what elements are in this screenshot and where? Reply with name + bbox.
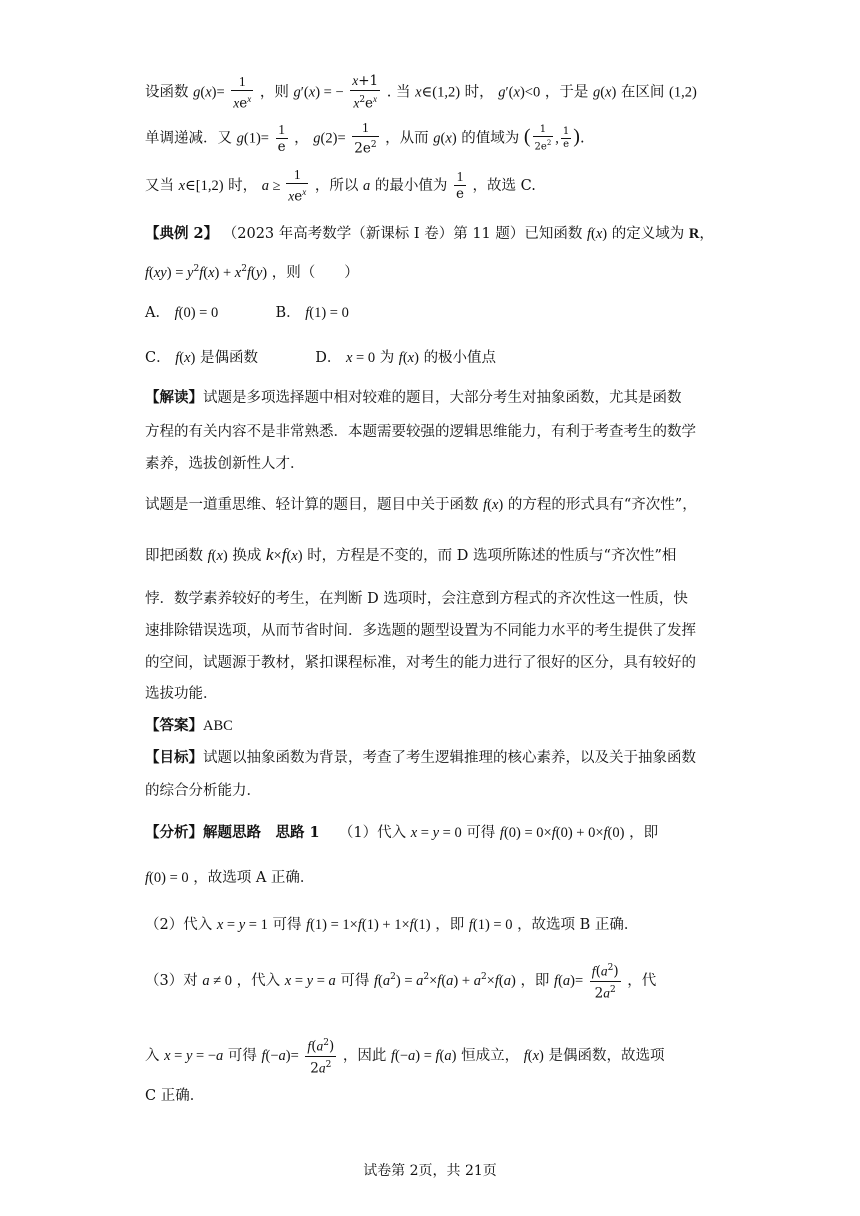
- text: （3）对: [145, 973, 198, 989]
- analysis-line-1: 【分析】解题思路 思路 1 （1）代入 x = y = 0 可得 f(0) = 0×f(0) + 0×f(0) ，即: [145, 824, 659, 841]
- text: 时，方程是不变的，而 D 选项所陈述的性质与“齐次性”相: [307, 548, 677, 564]
- analysis-line-2: f(0) = 0 ，故选项 A 正确．: [145, 870, 315, 886]
- example-tag: 【典例 2】: [145, 225, 219, 242]
- answer-value: ABC: [203, 718, 233, 734]
- text: 的综合分析能力．: [145, 783, 261, 799]
- text: 试题是一道重思维、轻计算的题目，题目中关于函数: [145, 497, 479, 513]
- text: 又当: [145, 177, 174, 194]
- text: . 当: [386, 84, 411, 101]
- answer-line: [145, 715, 718, 737]
- text: 是偶函数: [199, 350, 258, 366]
- line-1: 设函数 g(x)= $\frac{1}{xe^x}$ ，则 g′(x) = − $\frac{x+1}{x^2e^x}$ . 当 x∈(1,2) 时， g′(x)<0 ，于是 g(x) 在区间 (1,2): [145, 73, 697, 112]
- fraction: $\frac{x+1}{x^2e^x}$: [352, 73, 379, 112]
- fraction: $\frac{1}{xe^x}$: [288, 167, 307, 205]
- text: 方程的有关内容不是非常熟悉．本题需要较强的逻辑思维能力，有利于考查考生的数学: [145, 424, 696, 440]
- goal-line-1: [145, 747, 718, 769]
- text: ，即: [629, 825, 659, 841]
- text: 单调递减．又: [145, 130, 232, 147]
- analysis-line-4: （3）对 a ≠ 0 ，代入 x = y = a 可得 $f(a^2) = a^2\times f(a) + a^2\times f(a)$ ，即 f(a)= $\frac{f(a^2)}{2a^2}$ ，代: [145, 960, 718, 1002]
- text: 为: [379, 350, 395, 366]
- fraction: $\frac{1}{e}$: [277, 121, 286, 155]
- text: 素养，选拔创新性人才．: [145, 456, 305, 472]
- text: 入: [145, 1048, 160, 1064]
- options-cd: C． f(x) 是偶函数 D． x = 0 为 f(x) 的极小值点: [145, 350, 497, 366]
- option-c-label: C．: [145, 350, 171, 366]
- text: ，故选 C.: [472, 177, 536, 194]
- text: 恒成立，: [461, 1048, 520, 1064]
- paragraph-line-1: 试题是一道重思维、轻计算的题目，题目中关于函数 f(x) 的方程的形式具有“齐次性”，: [145, 497, 697, 513]
- page-footer: 试卷第 2页，共 21页: [363, 1163, 497, 1179]
- text: ，代: [627, 973, 657, 989]
- option-b-label: B．: [275, 305, 301, 321]
- paragraph-line-6: [145, 683, 718, 705]
- fraction: $\frac{f(a^2)}{2a^2}$: [590, 960, 621, 1002]
- text: （2）代入: [145, 917, 213, 933]
- analysis-line-6: [145, 1085, 718, 1107]
- text: ，代入: [236, 973, 281, 989]
- analysis-line-3: （2）代入 x = y = 1 可得 f(1) = 1×f(1) + 1×f(1) ，即 f(1) = 0 ，故选项 B 正确．: [145, 917, 639, 933]
- interpretation-line-3: [145, 453, 718, 475]
- fraction: $\frac{1}{xe^x}$: [233, 73, 252, 111]
- line-2: 单调递减．又 g(1)= $\frac{1}{e}$ ， g(2)= $\frac{1}{2e^2}$ ，从而 g(x) 的值域为 ( $\frac{1}{2e^2}$ , $\frac{1}{e}$ ).: [145, 120, 585, 157]
- text: 的定义域为: [611, 226, 685, 242]
- analysis-heading: 解题思路 思路 1: [203, 824, 320, 841]
- fraction: $\frac{f(a^2)}{2a^2}$: [305, 1035, 336, 1077]
- paragraph-line-3: [145, 588, 718, 610]
- text: （2023 年高考数学（新课标 I 卷）第 11 题）已知函数: [222, 226, 583, 242]
- text: 可得: [272, 917, 302, 933]
- fraction: $\frac{1}{e}$: [455, 169, 464, 203]
- answer-tag: 【答案】: [145, 717, 203, 734]
- line-3: 又当 x∈[1,2) 时， a ≥ $\frac{1}{xe^x}$ ，所以 a 的最小值为 $\frac{1}{e}$ ，故选 C.: [145, 167, 536, 205]
- text: 在区间: [620, 84, 665, 101]
- text: ，即: [435, 917, 465, 933]
- interpretation-line-1: [145, 387, 718, 409]
- interpretation-tag: 【解读】: [145, 389, 203, 406]
- text: ，则（ ）: [271, 264, 359, 281]
- text: ，则: [259, 84, 289, 101]
- text: 可得: [466, 825, 496, 841]
- text: ，: [294, 130, 309, 147]
- text: 试题以抽象函数为背景，考查了考生逻辑推理的核心素养，以及关于抽象函数: [203, 750, 696, 766]
- text: 可得: [340, 973, 370, 989]
- text: 速排除错误选项，从而节省时间．多选题的题型设置为不同能力水平的考生提供了发挥: [145, 623, 696, 639]
- text: 的极小值点: [423, 350, 497, 366]
- text: 的方程的形式具有“齐次性”，: [507, 497, 697, 513]
- example-2-heading: 【典例 2】 （2023 年高考数学（新课标 I 卷）第 11 题）已知函数 f(x) 的定义域为 R，: [145, 225, 714, 242]
- option-a-label: A．: [145, 305, 170, 321]
- text: 即把函数: [145, 548, 203, 564]
- text: 悖．数学素养较好的考生，在判断 D 选项时，会注意到方程式的齐次性这一性质，快: [145, 591, 688, 607]
- option-d-label: D．: [315, 350, 342, 366]
- text: 可得: [227, 1048, 257, 1064]
- analysis-tag: 【分析】: [145, 824, 203, 841]
- text: 是偶函数，故选项: [548, 1048, 665, 1064]
- text: 时，: [464, 84, 494, 101]
- text: ，故选项 A 正确．: [193, 870, 315, 886]
- text: 选拔功能．: [145, 686, 218, 702]
- goal-tag: 【目标】: [145, 749, 203, 766]
- text: （1）代入: [338, 825, 407, 841]
- text: ，因此: [342, 1048, 387, 1064]
- text: 时，: [228, 177, 258, 194]
- text: ，所以: [314, 177, 359, 194]
- paragraph-line-2: 即把函数 f(x) 换成 k×f(x) 时，方程是不变的，而 D 选项所陈述的性质与“齐次性”相: [145, 545, 677, 564]
- text: ，故选项 B 正确．: [517, 917, 639, 933]
- example-2-equation: $f(xy) = y^2f(x) + x^2f(y)$ ，则（ ）: [145, 264, 359, 281]
- text: 试题是多项选择题中相对较难的题目，大部分考生对抽象函数，尤其是函数: [203, 390, 682, 406]
- interpretation-line-2: [145, 421, 718, 443]
- paragraph-line-4: [145, 620, 718, 642]
- text: ，即: [520, 973, 550, 989]
- text: ，从而: [385, 130, 429, 147]
- options-ab: A． f(0) = 0 B． f(1) = 0: [145, 305, 349, 321]
- fraction: $\frac{1}{2e^2}$: [354, 120, 377, 157]
- text: 的最小值为: [374, 177, 448, 194]
- text: 换成: [232, 548, 262, 564]
- paragraph-line-5: [145, 652, 718, 674]
- set-R: R: [688, 226, 700, 242]
- text: C 正确．: [145, 1088, 205, 1104]
- text: 的空间，试题源于教材，紧扣课程标准，对考生的能力进行了很好的区分，具有较好的: [145, 655, 696, 671]
- goal-line-2: [145, 780, 718, 802]
- text: 的值域为: [461, 130, 520, 147]
- text: 设函数: [145, 84, 189, 101]
- analysis-line-5: 入 x = y = −a 可得 f(−a)= $\frac{f(a^2)}{2a^2}$ ，因此 f(−a) = f(a) 恒成立， f(x) 是偶函数，故选项: [145, 1035, 718, 1077]
- text: ，于是: [544, 84, 589, 101]
